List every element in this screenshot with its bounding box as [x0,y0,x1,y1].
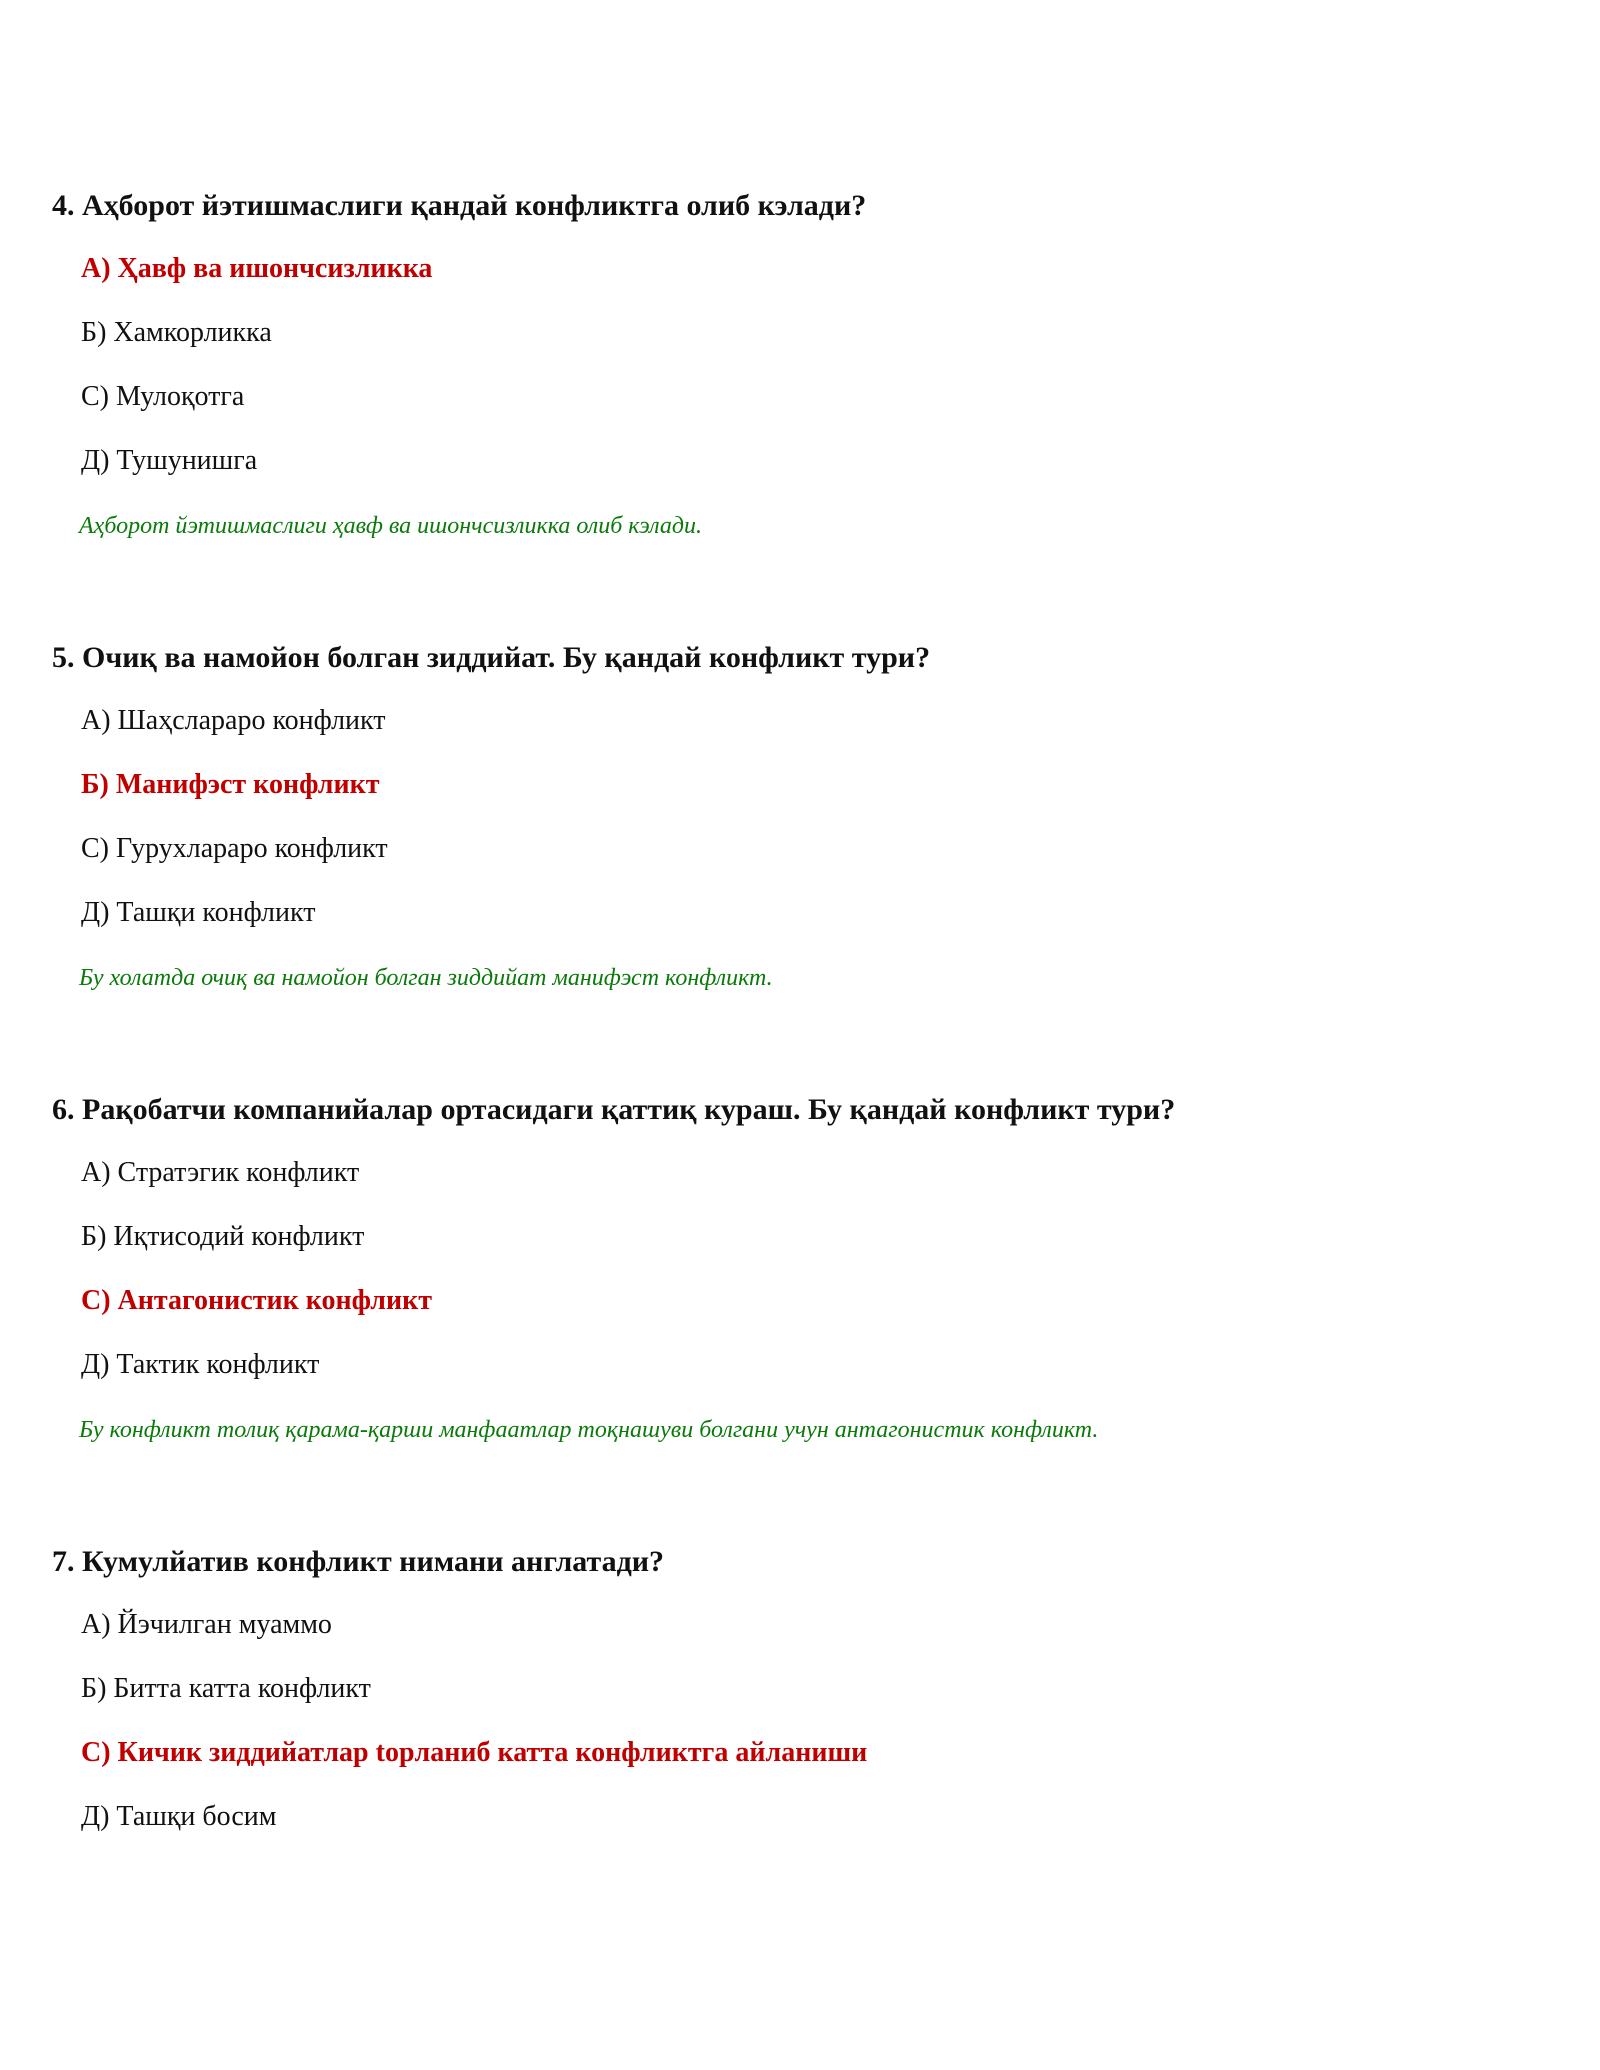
answer-explanation: Бу конфликт толиқ қарама-қарши манфаатлар тоқнашуви болгани учун антагонистик конфликт. [79,1417,1099,1443]
option-a-correct: А) Ҳавф ва ишончсизликка [81,253,433,284]
question-title: 6. Рақобатчи компанийалар ортасидаги қаттиқ кураш. Бу қандай конфликт тури? [52,1093,1176,1126]
option-b: Б) Иқтисодий конфликт [81,1221,365,1252]
option-a: А) Йэчилган муаммо [81,1609,332,1640]
option-d: Д) Ташқи конфликт [81,897,316,928]
option-b: Б) Битта катта конфликт [81,1673,371,1704]
option-c: С) Мулоқотга [81,381,245,412]
question-title: 5. Очиқ ва намойон болган зиддийат. Бу қандай конфликт тури? [52,641,931,674]
option-d: Д) Ташқи босим [81,1801,277,1832]
option-b-correct: Б) Манифэст конфликт [81,769,380,800]
option-a: А) Шаҳслараро конфликт [81,705,386,736]
option-d: Д) Тактик конфликт [81,1349,320,1380]
option-c-correct: С) Кичик зиддийатлар topланиб катта конфликтга айланиши [81,1737,868,1768]
question-title: 4. Аҳборот йэтишмаслиги қандай конфликтга олиб кэлади? [52,189,867,222]
option-c-correct: С) Антагонистик конфликт [81,1285,433,1316]
answer-explanation: Бу холатда очиқ ва намойон болган зиддийат манифэст конфликт. [79,965,773,991]
question-title: 7. Кумулйатив конфликт нимани англатади? [52,1545,665,1578]
option-a: А) Стратэгик конфликт [81,1157,360,1188]
option-c: С) Гурухлараро конфликт [81,833,388,864]
option-b: Б) Хамкорликка [81,317,272,348]
answer-explanation: Аҳборот йэтишмаслиги ҳавф ва ишончсизликка олиб кэлади. [79,513,703,539]
option-d: Д) Тушунишга [81,445,258,476]
